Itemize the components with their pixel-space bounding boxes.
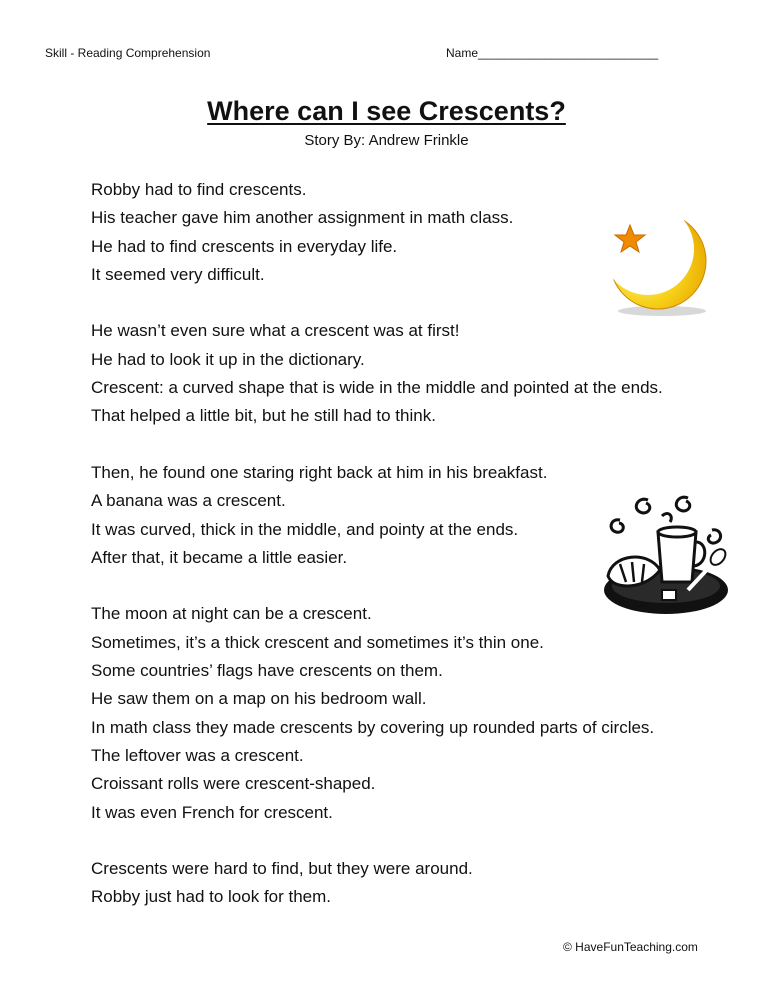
story-line: That helped a little bit, but he still had to think. xyxy=(91,406,436,426)
story-line: Sometimes, it’s a thick crescent and sometimes it’s thin one. xyxy=(91,632,544,652)
story-line: The leftover was a crescent. xyxy=(91,745,304,765)
skill-label: Skill - Reading Comprehension xyxy=(45,46,211,60)
story-line: Croissant rolls were crescent-shaped. xyxy=(91,774,376,794)
crescent-moon-icon xyxy=(604,205,708,321)
story-line: Then, he found one staring right back at him in his breakfast. xyxy=(91,462,548,482)
story-line: His teacher gave him another assignment in math class. xyxy=(91,208,514,228)
story-line: In math class they made crescents by covering up rounded parts of circles. xyxy=(91,717,655,737)
story-line: It was even French for crescent. xyxy=(91,802,333,822)
paragraph-gap xyxy=(91,827,731,855)
breakfast-coffee-croissant-icon xyxy=(600,490,730,618)
story-line: It was curved, thick in the middle, and pointy at the ends. xyxy=(91,519,519,539)
story-line: The moon at night can be a crescent. xyxy=(91,604,372,624)
story-line: He saw them on a map on his bedroom wall. xyxy=(91,689,427,709)
story-byline: Story By: Andrew Frinkle xyxy=(304,132,469,149)
footer-copyright: © HaveFunTeaching.com xyxy=(563,940,698,954)
story-line: Robby just had to look for them. xyxy=(91,887,332,907)
story-line: Crescents were hard to find, but they were around. xyxy=(91,859,473,879)
story-line: Crescent: a curved shape that is wide in the middle and pointed at the ends. xyxy=(91,378,663,398)
name-field: Name___________________________ xyxy=(446,46,659,60)
paragraph-gap xyxy=(91,431,731,459)
story-line: A banana was a crescent. xyxy=(91,491,286,511)
page-title: Where can I see Crescents? xyxy=(207,96,566,126)
story-line: He had to find crescents in everyday life. xyxy=(91,236,398,256)
story-line: Robby had to find crescents. xyxy=(91,180,307,199)
story-line: He wasn’t even sure what a crescent was at first! xyxy=(91,321,460,341)
story-line: He had to look it up in the dictionary. xyxy=(91,349,365,369)
story-line: It seemed very difficult. xyxy=(91,264,265,284)
story-line: Some countries’ flags have crescents on them. xyxy=(91,661,443,681)
story-line: After that, it became a little easier. xyxy=(91,547,348,567)
